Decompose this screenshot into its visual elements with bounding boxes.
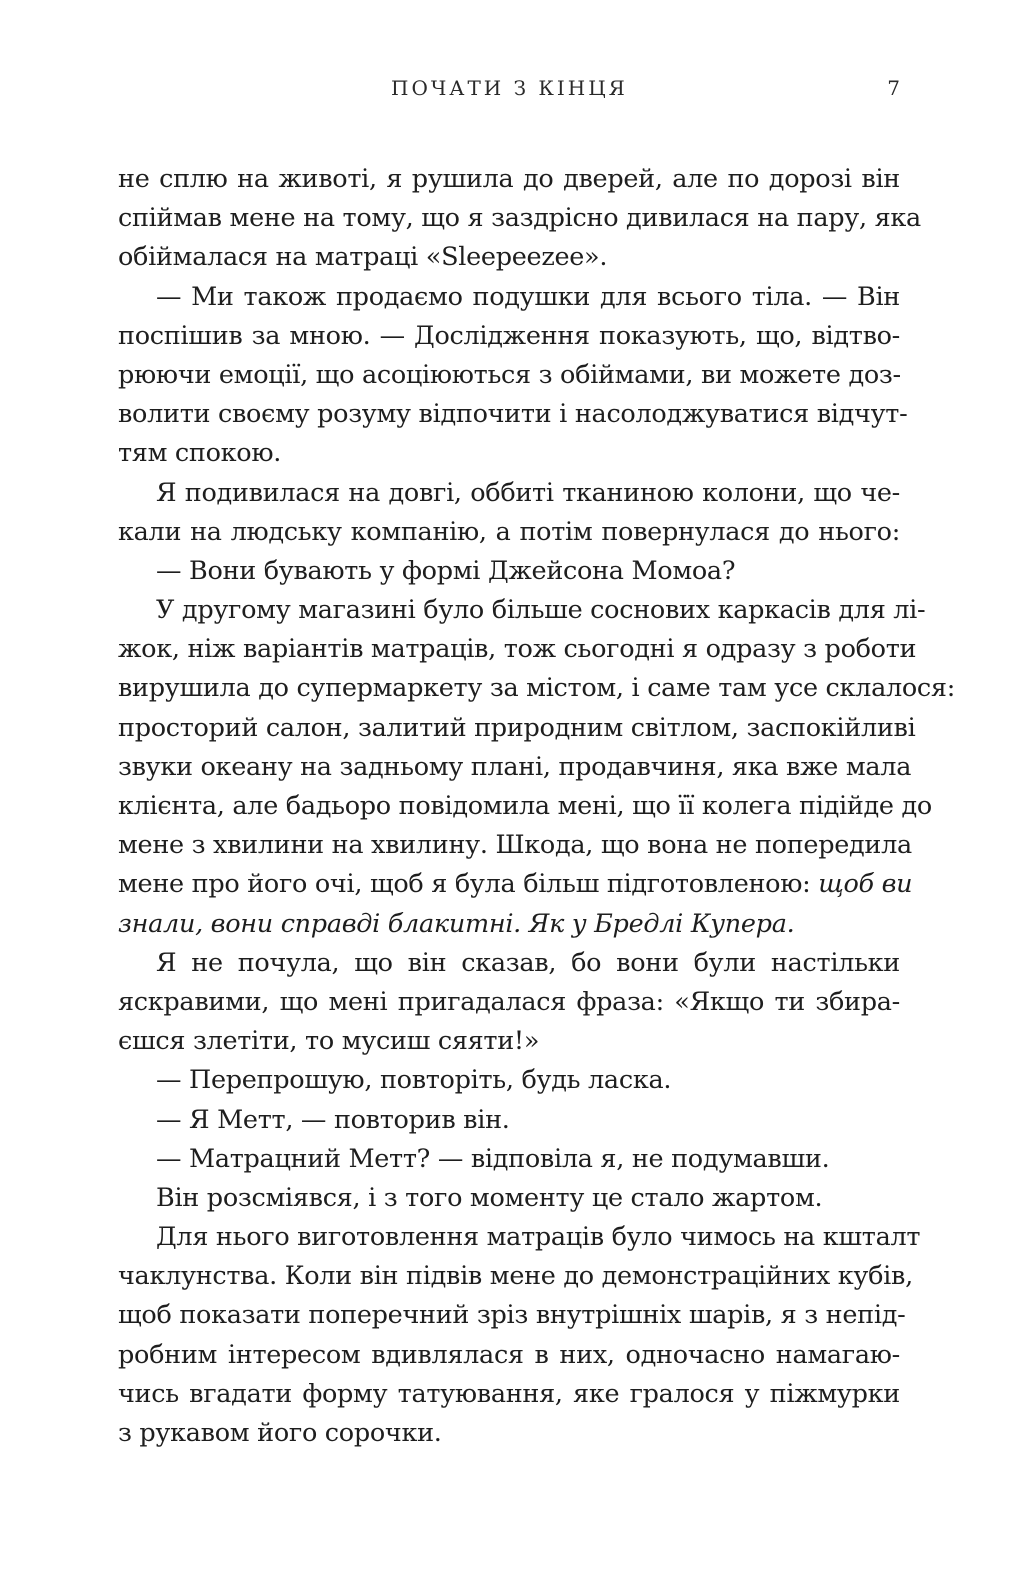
text-line xyxy=(118,395,908,434)
text-line xyxy=(118,1022,900,1061)
text-line xyxy=(118,1140,900,1179)
text-line-content: клієнта, але бадьоро повідомила мені, що її колега підійде до xyxy=(118,791,932,821)
text-line-content: мене з хвилини на хвилину. Шкода, що вона не попередила xyxy=(118,830,912,861)
text-line xyxy=(118,199,921,238)
text-line-content: — Я Метт, — повторив він. xyxy=(156,1104,510,1135)
text-line xyxy=(118,709,916,748)
text-line-content: волити своєму розуму відпочити і насолоджуватися відчут- xyxy=(118,399,908,430)
text-line-content: єшся злетіти, то мусиш сяяти!» xyxy=(118,1026,540,1057)
text-line xyxy=(118,630,917,669)
text-line xyxy=(118,434,900,473)
text-line-content: чаклунства. Коли він підвів мене до демонстраційних кубів, xyxy=(118,1261,913,1292)
text-line xyxy=(118,356,900,395)
text-line-content: Для нього виготовлення матраців було чимось на кшталт xyxy=(156,1222,921,1253)
running-title: ПОЧАТИ З КІНЦЯ xyxy=(391,76,628,100)
text-line xyxy=(118,1296,906,1335)
text-line xyxy=(118,669,955,708)
text-line xyxy=(118,748,912,787)
text-line-content: — Матрацний Метт? — відповіла я, не подумавши. xyxy=(156,1143,830,1174)
text-line-content: яскравими, що мені пригадалася фраза: «Якщо ти збира- xyxy=(118,986,900,1017)
text-line xyxy=(118,1218,921,1257)
text-line-content: не сплю на животі, я рушила до дверей, але по дорозі він xyxy=(118,164,900,194)
text-line-content: кали на людську компанію, а потім повернулася до нього: xyxy=(118,516,900,547)
text-line xyxy=(118,238,900,277)
text-line-content: спіймав мене на тому, що я заздрісно дивилася на пару, яка xyxy=(118,203,921,234)
text-line xyxy=(118,826,912,865)
text-line-content: — Перепрошую, повторіть, будь ласка. xyxy=(156,1065,672,1096)
text-line-content: чись вгадати форму татуювання, яке гралося у піжмурки xyxy=(118,1378,900,1409)
text-line xyxy=(118,1414,900,1453)
text-line xyxy=(118,1061,900,1100)
text-line xyxy=(118,552,900,591)
text-line-content: обіймалася на матраці «Sleepeezee». xyxy=(118,242,608,273)
text-line-content: Я не почула, що він сказав, бо вони були настільки xyxy=(156,947,900,978)
text-line-content: — Ми також продаємо подушки для всього тіла. — Він xyxy=(156,281,900,312)
text-line xyxy=(118,1336,900,1375)
text-line-content: тям спокою. xyxy=(118,438,282,469)
text-line-content: мене про його очі, щоб я була більш підготовленою: xyxy=(118,869,811,900)
text-line-content: щоб показати поперечний зріз внутрішніх шарів, я з непід- xyxy=(118,1300,906,1331)
text-line-content: — Вони бувають у формі Джейсона Момоа? xyxy=(156,555,736,586)
page-number: 7 xyxy=(887,76,900,100)
text-line-content: жок, ніж варіантів матраців, тож сьогодні я одразу з роботи xyxy=(118,634,917,665)
text-line xyxy=(118,474,900,513)
text-line-content: поспішив за мною. — Дослідження показують, що, відтво- xyxy=(118,320,900,351)
text-line xyxy=(118,591,926,630)
text-line-content: звуки океану на задньому плані, продавчиня, яка вже мала xyxy=(118,751,912,782)
text-line-content: рюючи емоції, що асоціюються з обіймами, ви можете доз- xyxy=(118,359,901,390)
text-line xyxy=(118,865,913,904)
italic-text: щоб ви xyxy=(818,869,913,900)
body-text xyxy=(118,160,955,1453)
text-line xyxy=(118,1375,900,1414)
text-line-content: знали, вони справді блакитні. Як у Бредлі Купера. xyxy=(118,908,795,939)
text-line-content: робним інтересом вдивлялася в них, одночасно намагаю- xyxy=(118,1339,900,1370)
text-line xyxy=(118,1179,900,1218)
text-line xyxy=(118,1257,913,1296)
text-line xyxy=(118,513,900,552)
text-line-content: У другому магазині було більше соснових каркасів для лі- xyxy=(156,595,926,626)
text-line-content: Я подивилася на довгі, оббиті тканиною колони, що че- xyxy=(156,477,900,508)
text-line xyxy=(118,160,900,199)
text-line xyxy=(118,944,900,983)
text-line-content: просторий салон, залитий природним світлом, заспокійливі xyxy=(118,712,916,743)
text-line xyxy=(118,1101,900,1140)
text-line xyxy=(118,905,900,944)
text-line xyxy=(118,278,900,317)
text-line-content: вирушила до супермаркету за містом, і саме там усе склалося: xyxy=(118,673,955,704)
text-line xyxy=(118,983,900,1022)
text-line xyxy=(118,787,932,826)
text-line-content: з рукавом його сорочки. xyxy=(118,1418,442,1448)
running-head xyxy=(0,76,1024,106)
text-line xyxy=(118,317,900,356)
text-line-content: Він розсміявся, і з того моменту це стало жартом. xyxy=(156,1182,823,1213)
